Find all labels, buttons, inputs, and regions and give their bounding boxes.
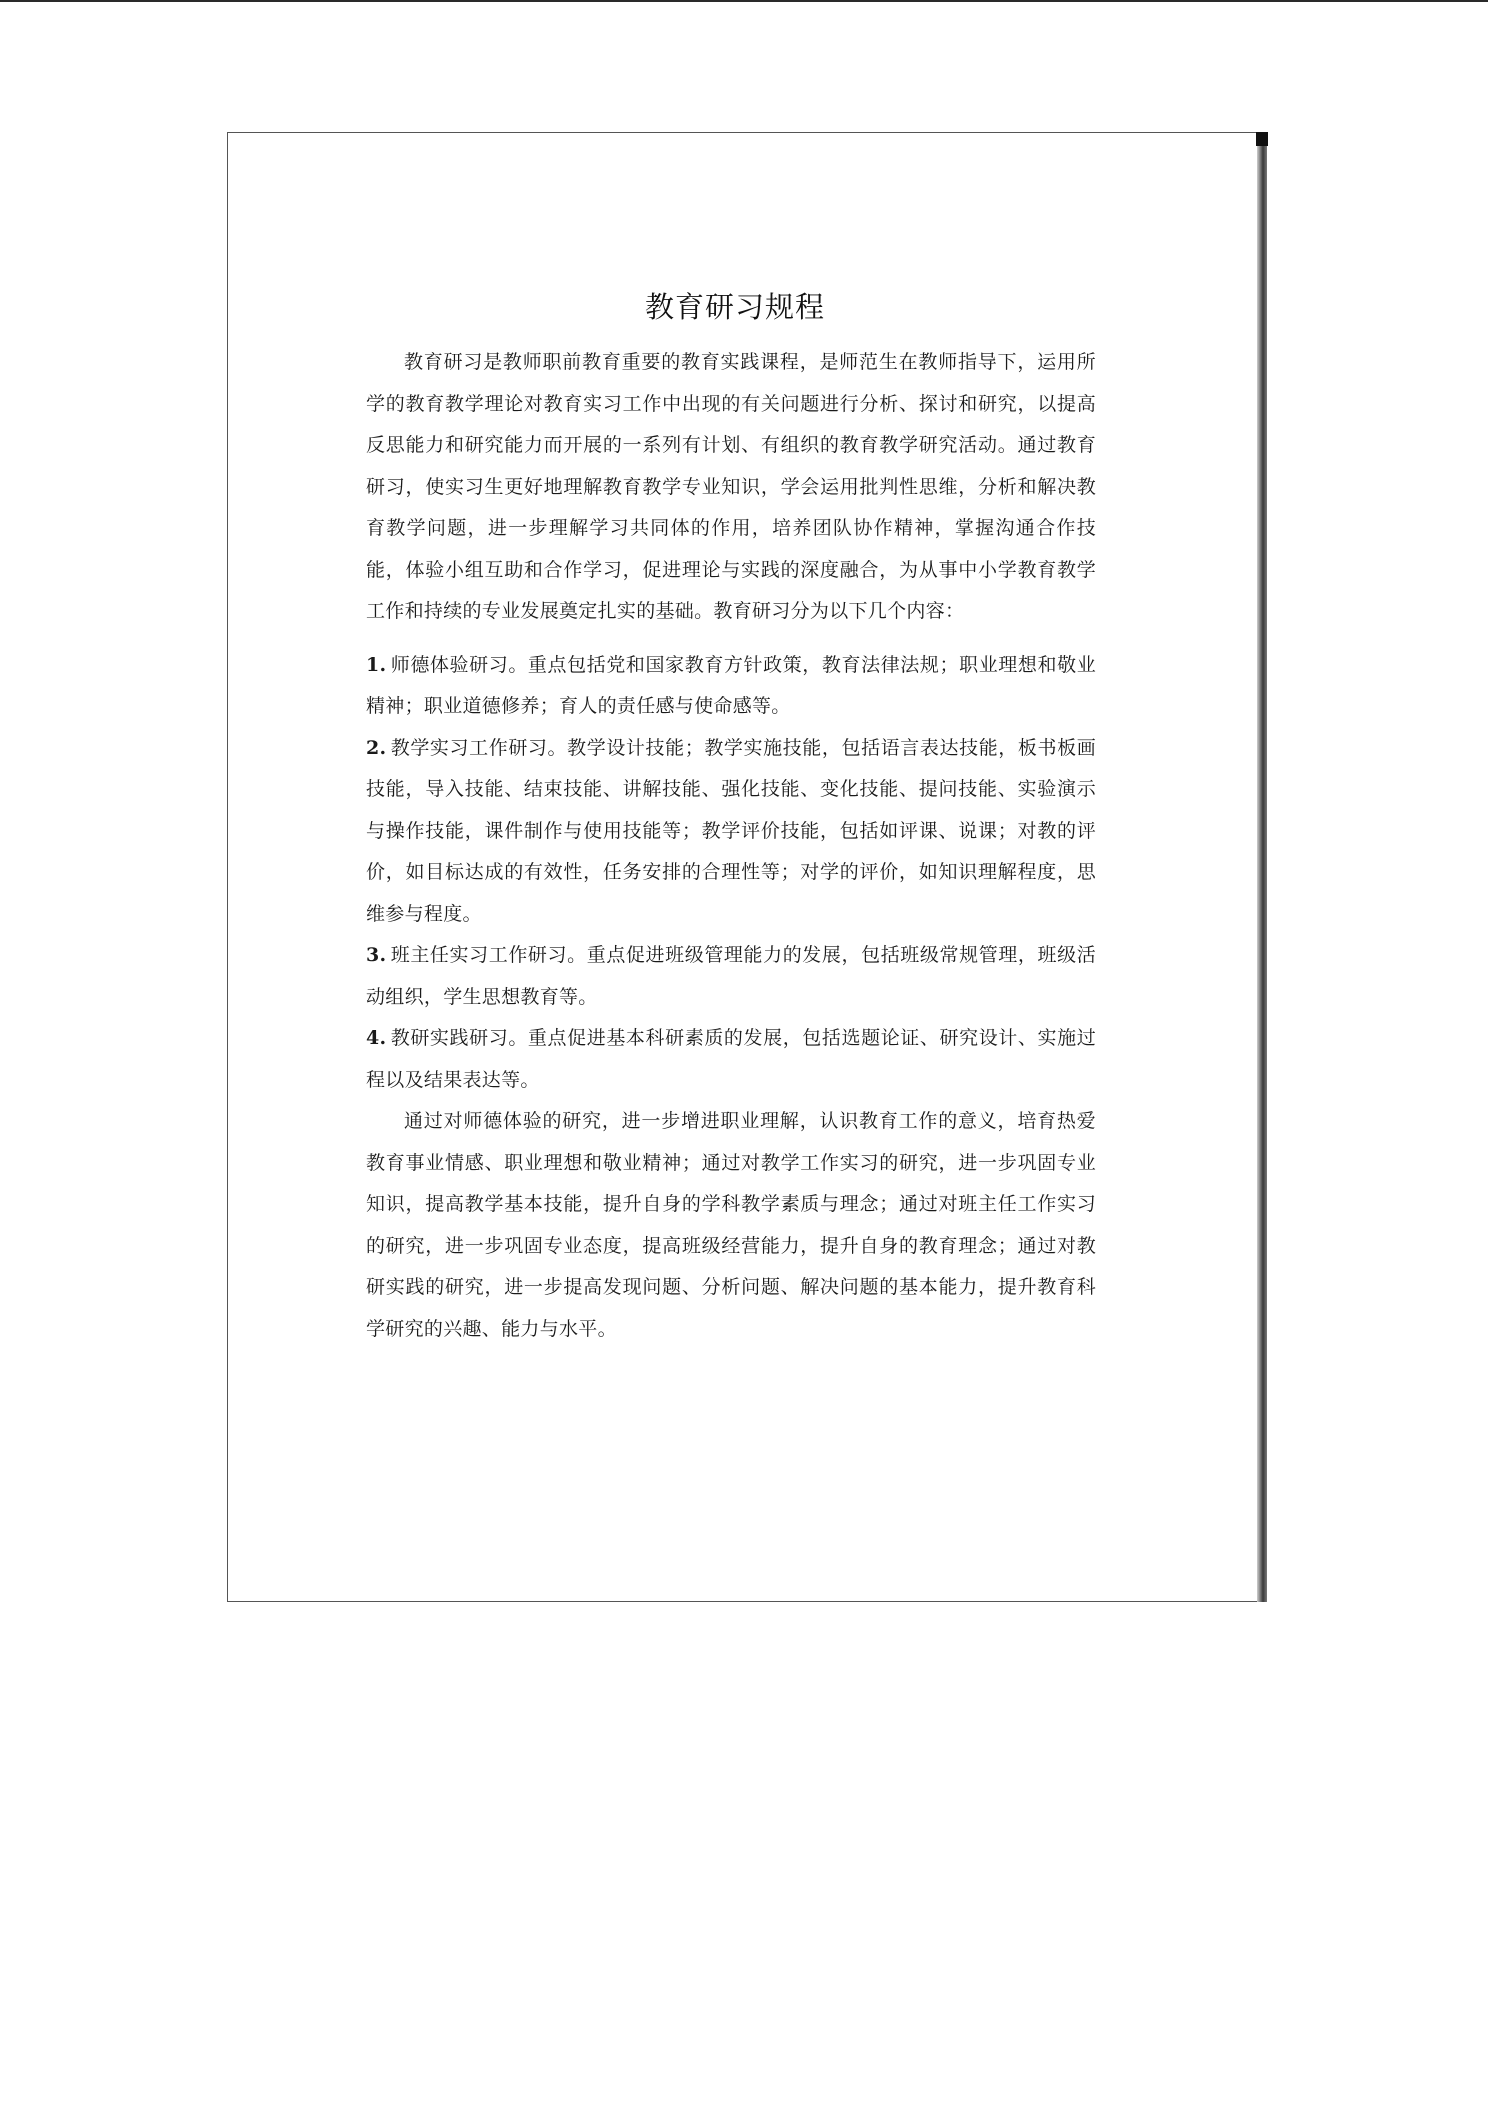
list-item-text: 教学实习工作研习。教学设计技能；教学实施技能，包括语言表达技能，板书板画技能，导入技能、结束技能、讲解技能、强化技能、变化技能、提问技能、实验演示与操作技能，课件制作与使用技能等；教学评价技能，包括如评课、说课；对教的评价，如目标达成的有效性，任务安排的合理性等；对学的评价，如知识理解程度，思维参与程度。: [366, 736, 1096, 925]
list-item-text: 班主任实习工作研习。重点促进班级管理能力的发展，包括班级常规管理，班级活动组织，学生思想教育等。: [366, 944, 1096, 1008]
list-item: [366, 728, 1096, 936]
list-item-text: 教研实践研习。重点促进基本科研素质的发展，包括选题论证、研究设计、实施过程以及结果表达等。: [366, 1027, 1096, 1091]
list-item-number: 3.: [366, 944, 387, 966]
closing-paragraph: 通过对师德体验的研究，进一步增进职业理解，认识教育工作的意义，培育热爱教育事业情感、职业理想和敬业精神；通过对教学工作实习的研究，进一步巩固专业知识，提高教学基本技能，提升自身的学科教学素质与理念；通过对班主任工作实习的研究，进一步巩固专业态度，提高班级经营能力，提升自身的教育理念；通过对教研实践的研究，进一步提高发现问题、分析问题、解决问题的基本能力，提升教育科学研究的兴趣、能力与水平。: [366, 1110, 1096, 1340]
list-item-number: 2.: [366, 736, 387, 759]
document-body: [366, 270, 1096, 1350]
list-item-text: 师德体验研习。重点包括党和国家教育方针政策，教育法律法规；职业理想和敬业精神；职业道德修养；育人的责任感与使命感等。: [366, 653, 1096, 717]
list-item-number: 1.: [366, 653, 387, 676]
intro-paragraph: 教育研习是教师职前教育重要的教育实践课程，是师范生在教师指导下，运用所学的教育教学理论对教育实习工作中出现的有关问题进行分析、探讨和研究，以提高反思能力和研究能力而开展的一系列有计划、有组织的教育教学研究活动。通过教育研习，使实习生更好地理解教育教学专业知识，学会运用批判性思维，分析和解决教育教学问题，进一步理解学习共同体的作用，培养团队协作精神，掌握沟通合作技能，体验小组互助和合作学习，促进理论与实践的深度融合，为从事中小学教育教学工作和持续的专业发展奠定扎实的基础。教育研习分为以下几个内容：: [366, 351, 1096, 622]
research-items-list: [366, 645, 1096, 1102]
list-item: [366, 1018, 1096, 1101]
list-item: [366, 935, 1096, 1018]
document-title: 教育研习规程: [644, 290, 825, 324]
list-item-number: 4.: [366, 1027, 387, 1049]
page-corner-mark: [1256, 132, 1268, 146]
page-binding-shadow: [1257, 132, 1267, 1602]
scan-edge-line: [0, 0, 1488, 2]
list-item: [366, 645, 1096, 728]
